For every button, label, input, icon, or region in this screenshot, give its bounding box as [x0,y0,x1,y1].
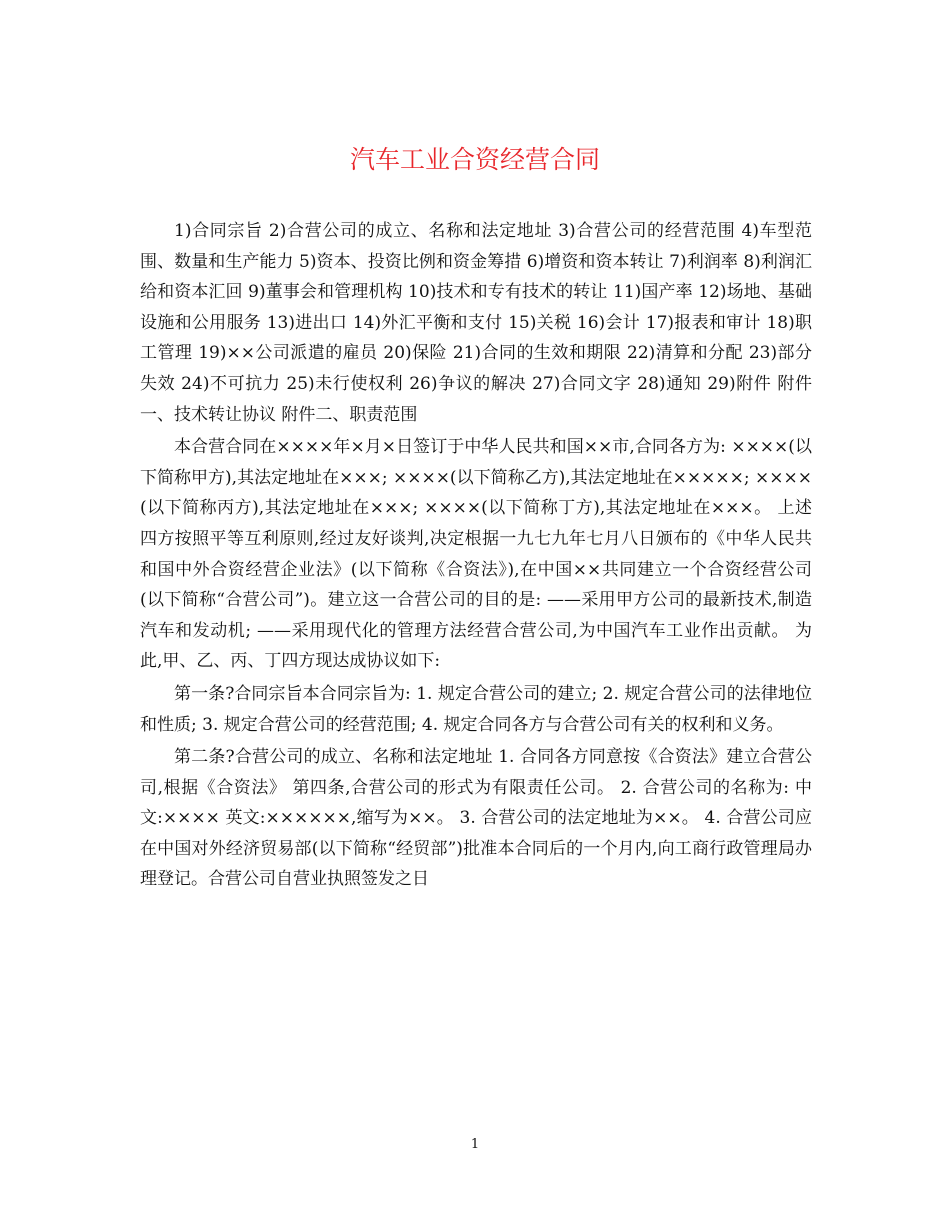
article-one-paragraph: 第一条?合同宗旨本合同宗旨为: 1. 规定合营公司的建立; 2. 规定合营公司的法律地位和性质; 3. 规定合营公司的经营范围; 4. 规定合同各方与合营公司有关的权利和义务。 [140,683,812,735]
page-number: 1 [470,1137,480,1152]
article-two-paragraph: 第二条?合营公司的成立、名称和法定地址 1. 合同各方同意按《合资法》建立合营公司,根据《合资法》 第四条,合营公司的形式为有限责任公司。 2. 合营公司的名称为: 中文:×××× 英文:××××××,缩写为××。 3. 合营公司的法定地址为××。 4. 合营公司应在中国对外经济贸易部(以下简称“经贸部”)批准本合同后的一个月内,向工商行政管理局办理登记。合营公司自营业执照签发之日 [140,747,812,890]
preamble-paragraph: 本合营合同在××××年×月×日签订于中华人民共和国××市,合同各方为: ××××(以下简称甲方),其法定地址在×××; ××××(以下简称乙方),其法定地址在×××××; ××××(以下简称丙方),其法定地址在×××; ××××(以下简称丁方),其法定地址在×××。 上述四方按照平等互利原则,经过友好谈判,决定根据一九七九年七月八日颁布的《中华人民共和国中外合资经营企业法》(以下简称《合资法》),在中国××共同建立一个合资经营公司(以下简称“合营公司”)。建立这一合营公司的目的是: ——采用甲方公司的最新技术,制造汽车和发动机; ——采用现代化的管理方法经营合营公司,为中国汽车工业作出贡献。 为此,甲、乙、丙、丁四方现达成协议如下: [140,437,812,672]
table-of-contents-paragraph: 1)合同宗旨 2)合营公司的成立、名称和法定地址 3)合营公司的经营范围 4)车型范围、数量和生产能力 5)资本、投资比例和资金筹措 6)增资和资本转让 7)利润率 8)利润汇给和资本汇回 9)董事会和管理机构 10)技术和专有技术的转让 11)国产率 12)场地、基础设施和公用服务 13)进出口 14)外汇平衡和支付 15)关税 16)会计 17)报表和审计 18)职工管理 19)××公司派遣的雇员 20)保险 21)合同的生效和期限 22)清算和分配 23)部分失效 24)不可抗力 25)未行使权利 26)争议的解决 27)合同文字 28)通知 29)附件 附件一、技术转让协议 附件二、职责范围 [140,221,812,425]
document-body [140,216,812,895]
document-title: 汽车工业合资经营合同 [349,145,600,174]
